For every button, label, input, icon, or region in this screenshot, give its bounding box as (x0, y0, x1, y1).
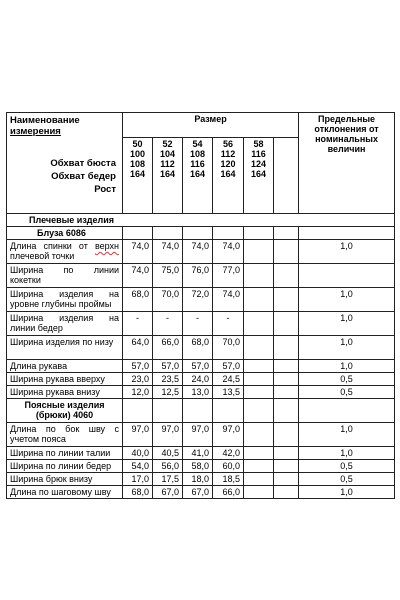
header-row-top (7, 113, 395, 138)
size-col-50: 50 100 108 164 (123, 138, 153, 214)
row-label: Ширина рукава внизу (7, 386, 123, 399)
section-row-waist (7, 399, 395, 423)
label-height: Рост (94, 184, 116, 195)
size-col-52: 52 104 112 164 (153, 138, 183, 214)
table-row: Ширина по линии кокетки 74,0 75,0 76,0 77,0 (7, 264, 395, 288)
row-label: Ширина изделия на уровне глубины проймы (7, 288, 123, 312)
table-row: Ширина изделия по низу 64,0 66,0 68,0 70,0 1,0 (7, 336, 395, 360)
row-tolerance: 1,0 (299, 240, 395, 264)
section-row-shoulder (7, 214, 395, 227)
row-label (7, 240, 123, 264)
section-blouse: Блуза 6086 (7, 227, 123, 240)
size-col-empty (274, 138, 299, 214)
table-row: Длина по бок шву с учетом пояса 97,0 97,0 97,0 97,0 1,0 (7, 423, 395, 447)
header-name-line2: измерения (10, 126, 61, 137)
table-row: Длина по шаговому шву 68,0 67,0 67,0 66,0 1,0 (7, 486, 395, 499)
row-label: Длина по шаговому шву (7, 486, 123, 499)
table-row: Ширина по линии талии 40,0 40,5 41,0 42,0 1,0 (7, 447, 395, 460)
table-row: Ширина рукава вверху 23,0 23,5 24,0 24,5 0,5 (7, 373, 395, 386)
size-col-56: 56 112 120 164 (213, 138, 244, 214)
row-label-line2: плечевой точки (10, 251, 75, 261)
table-row: Ширина брюк внизу 17,0 17,5 18,0 18,5 0,5 (7, 473, 395, 486)
row-label: Ширина по линии бедер (7, 460, 123, 473)
section-shoulder: Плечевые изделия (7, 214, 395, 227)
table-row: Длина рукава 57,0 57,0 57,0 57,0 1,0 (7, 360, 395, 373)
row-label-line1: Длина спинки от верхн (10, 241, 119, 251)
header-name-cell (7, 113, 123, 214)
row-label: Длина по бок шву с учетом пояса (7, 423, 123, 447)
size-title: Размер (123, 113, 299, 138)
table-row: Ширина изделия на линии бедер - - - - 1,0 (7, 312, 395, 336)
size-chart-table (6, 112, 395, 499)
table-row: Длина спинки от верхн плечевой точки 74,0 74,0 74,0 74,0 1,0 (7, 240, 395, 264)
table-row: Ширина изделия на уровне глубины проймы 68,0 70,0 72,0 74,0 1,0 (7, 288, 395, 312)
row-label: Ширина изделия по низу (7, 336, 123, 360)
row-label: Ширина по линии талии (7, 447, 123, 460)
section-row-blouse (7, 227, 395, 240)
row-label: Ширина рукава вверху (7, 373, 123, 386)
size-col-58: 58 116 124 164 (244, 138, 274, 214)
table-row: Ширина рукава внизу 12,0 12,5 13,0 13,5 0,5 (7, 386, 395, 399)
label-hips: Обхват бедер (51, 171, 116, 182)
section-waist: Поясные изделия (брюки) 4060 (7, 399, 123, 423)
table-row: Ширина по линии бедер 54,0 56,0 58,0 60,0 0,5 (7, 460, 395, 473)
header-name-line1: Наименование (10, 115, 80, 126)
row-label: Ширина изделия на линии бедер (7, 312, 123, 336)
tolerance-title: Предельные отклонения от номинальных величин (299, 113, 395, 214)
size-col-54: 54 108 116 164 (183, 138, 213, 214)
row-label: Ширина по линии кокетки (7, 264, 123, 288)
row-label: Ширина брюк внизу (7, 473, 123, 486)
label-bust: Обхват бюста (50, 158, 116, 169)
row-label: Длина рукава (7, 360, 123, 373)
